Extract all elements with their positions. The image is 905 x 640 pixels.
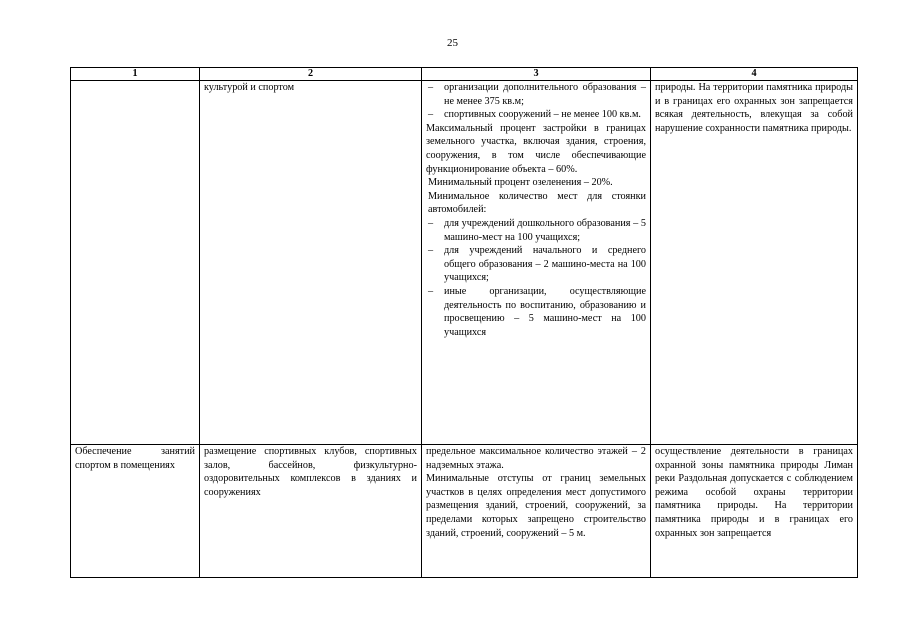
header-col-2: 2	[200, 68, 422, 81]
list-item: – спортивных сооружений – не менее 100 кв.м.	[426, 108, 646, 122]
row2-col4: осуществление деятельности в границах охранной зоны памятника природы Лиман реки Раздольная допускается с соблюдением режима особой охраны территории памятника природы. На территории памятника природы и в границах его охранных зон запрещается	[651, 445, 858, 578]
paragraph: Минимальный процент озеленения – 20%.	[428, 177, 613, 189]
paragraph: Минимальные отступы от границ земельных участков в целях определения мест допустимого размещения зданий, строений, сооружений, за пределами которых запрещено строительство зданий, строений, сооружений – 5 м.	[426, 473, 646, 539]
table-row	[71, 445, 858, 578]
paragraph: Минимальное количество мест для стоянки автомобилей:	[428, 190, 646, 216]
row2-col2: размещение спортивных клубов, спортивных залов, бассейнов, физкультурно-оздоровительных комплексов в зданиях и сооружениях	[200, 445, 422, 578]
row1-col4: природы. На территории памятника природы и в границах его охранных зон запрещается всякая деятельность, влекущая за собой нарушение сохранности памятника природы.	[651, 81, 858, 445]
list-item: – для учреждений начального и среднего общего образования – 2 машино-места на 100 учащихся;	[426, 244, 646, 285]
paragraph: предельное максимальное количество этажей – 2 надземных этажа.	[426, 446, 646, 471]
header-row	[71, 68, 858, 81]
list-item: – иные организации, осуществляющие деятельность по воспитанию, образованию и просвещению – 5 машино-мест на 100 учащихся	[426, 285, 646, 339]
row1-col2: культурой и спортом	[200, 81, 422, 445]
list-item: – организации дополнительного образования – не менее 375 кв.м;	[426, 81, 646, 108]
paragraph: Максимальный процент застройки в границах земельного участка, включая здания, строения, сооружения, в том числе обеспечивающие функционирование объекта – 60%.	[426, 122, 646, 175]
page-number: 25	[447, 37, 458, 49]
row2-col3	[422, 445, 651, 578]
row1-col1	[71, 81, 200, 445]
row1-col3	[422, 81, 651, 445]
header-col-4: 4	[651, 68, 858, 81]
table-row	[71, 81, 858, 445]
row2-col1: Обеспечение занятий спортом в помещениях	[71, 445, 200, 578]
header-col-3: 3	[422, 68, 651, 81]
list-item: – для учреждений дошкольного образования – 5 машино-мест на 100 учащихся;	[426, 217, 646, 244]
header-col-1: 1	[71, 68, 200, 81]
regulations-table	[70, 67, 858, 578]
